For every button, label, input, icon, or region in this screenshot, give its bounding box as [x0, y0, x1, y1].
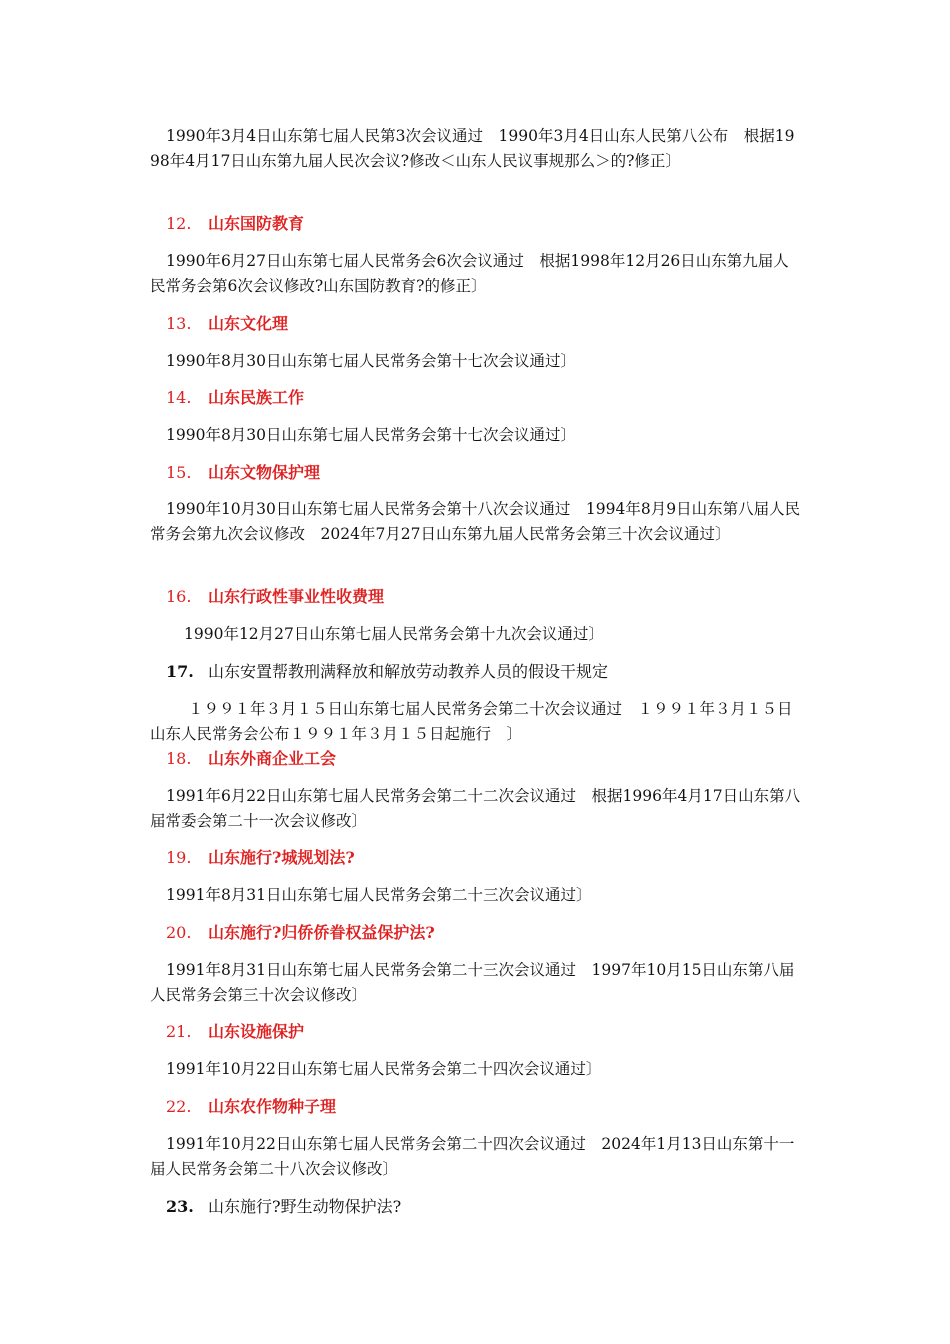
item-17-heading — [150, 661, 802, 683]
item-18-text: 1991年6月22日山东第七届人民常务会第二十二次会议通过 根据1996年4月17日山东第八届常委会第二十一次会议修改〕 — [150, 787, 801, 830]
item-19-text: 1991年8月31日山东第七届人民常务会第二十三次会议通过〕 — [166, 886, 592, 904]
item-23-heading — [150, 1196, 802, 1218]
item-number: 21. — [166, 1022, 192, 1041]
item-21-text: 1991年10月22日山东第七届人民常务会第二十四次会议通过〕 — [166, 1060, 602, 1078]
intro-paragraph: 1990年3月4日山东第七届人民第3次会议通过 1990年3月4日山东人民第八公布 根据1998年4月17日山东第九届人民次会议?修改＜山东人民议事规那么＞的?修正〕 — [150, 127, 795, 170]
item-title: 山东国防教育 — [208, 214, 305, 233]
item-number: 13. — [166, 314, 192, 333]
item-14-heading — [150, 387, 802, 409]
item-17-text: １９９１年３月１５日山东第七届人民常务会第二十次会议通过 １９９１年３月１５日山东人民常务会公布１９９１年３月１５日起施行 〕 — [150, 700, 793, 743]
item-20-heading — [150, 922, 802, 944]
item-19-heading — [150, 847, 802, 869]
item-title: 山东行政性事业性收费理 — [208, 587, 385, 606]
item-13-text: 1990年8月30日山东第七届人民常务会第十七次会议通过〕 — [166, 352, 577, 370]
item-number: 14. — [166, 388, 192, 407]
item-21-heading — [150, 1021, 802, 1043]
item-22-heading — [150, 1096, 802, 1118]
item-number: 17. — [166, 662, 194, 681]
item-title: 山东外商企业工会 — [208, 749, 337, 768]
item-title: 山东施行?城规划法? — [208, 848, 355, 867]
item-15-heading — [150, 462, 802, 484]
item-number: 19. — [166, 848, 192, 867]
item-12-text: 1990年6月27日山东第七届人民常务会6次会议通过 根据1998年12月26日山东第九届人民常务会第6次会议修改?山东国防教育?的修正〕 — [150, 252, 789, 295]
item-14-text: 1990年8月30日山东第七届人民常务会第十七次会议通过〕 — [166, 426, 577, 444]
item-12-heading — [150, 213, 802, 235]
item-number: 15. — [166, 463, 192, 482]
item-title: 山东农作物种子理 — [208, 1097, 337, 1116]
item-title: 山东施行?野生动物保护法? — [208, 1197, 402, 1216]
item-title: 山东文化理 — [208, 314, 289, 333]
item-title: 山东安置帮教刑满释放和解放劳动教养人员的假设干规定 — [208, 662, 609, 681]
item-16-heading — [150, 586, 802, 608]
item-title: 山东文物保护理 — [208, 463, 321, 482]
item-title: 山东民族工作 — [208, 388, 305, 407]
item-number: 20. — [166, 923, 192, 942]
item-20-text: 1991年8月31日山东第七届人民常务会第二十三次会议通过 1997年10月15日山东第八届人民常务会第三十次会议修改〕 — [150, 961, 795, 1004]
item-22-text: 1991年10月22日山东第七届人民常务会第二十四次会议通过 2024年1月13日山东第十一届人民常务会第二十八次会议修改〕 — [150, 1135, 795, 1178]
item-number: 22. — [166, 1097, 192, 1116]
item-number: 23. — [166, 1197, 194, 1216]
item-15-text: 1990年10月30日山东第七届人民常务会第十八次会议通过 1994年8月9日山东第八届人民常务会第九次会议修改 2024年7月27日山东第九届人民常务会第三十次会议通过〕 — [150, 500, 801, 543]
item-18-heading — [150, 748, 802, 770]
item-13-heading — [150, 313, 802, 335]
item-number: 12. — [166, 214, 192, 233]
item-number: 16. — [166, 587, 192, 606]
item-number: 18. — [166, 749, 192, 768]
item-title: 山东施行?归侨侨眷权益保护法? — [208, 923, 435, 942]
item-16-text: 1990年12月27日山东第七届人民常务会第十九次会议通过〕 — [184, 625, 604, 643]
item-title: 山东设施保护 — [208, 1022, 305, 1041]
